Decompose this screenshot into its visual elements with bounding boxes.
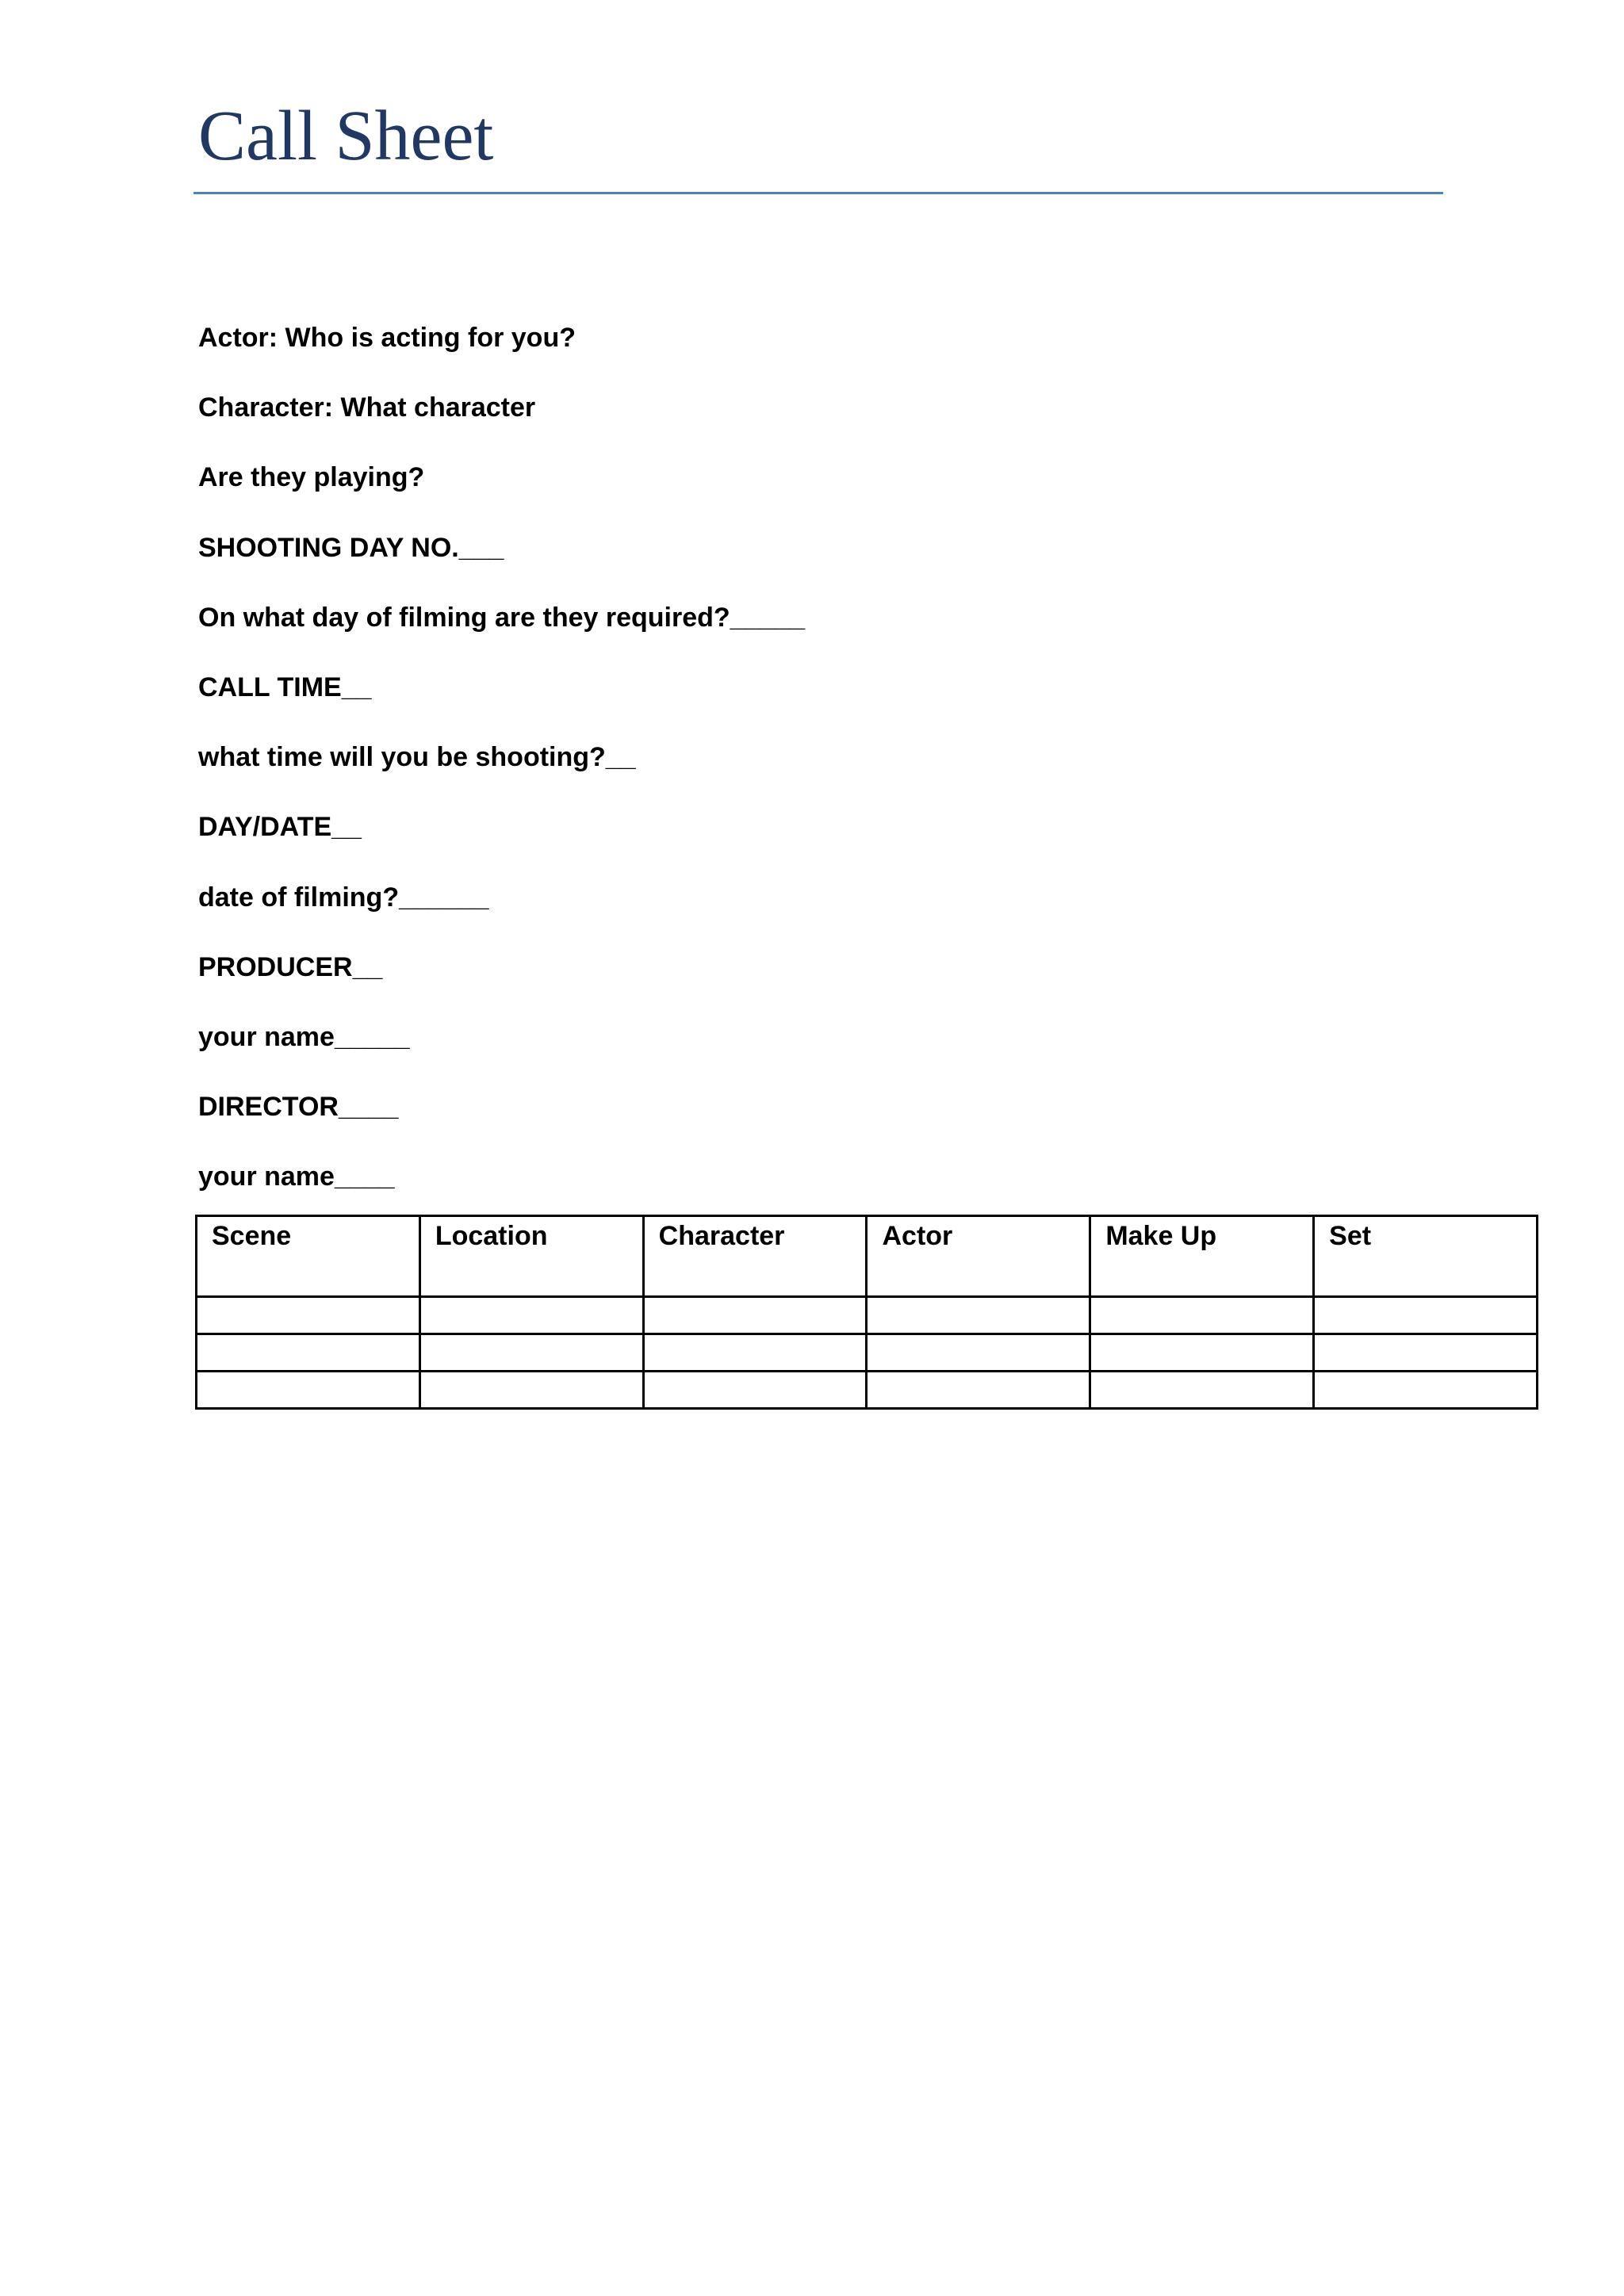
field-line-producer-name: your name_____ [198,1021,410,1052]
page-title: Call Sheet [198,97,494,175]
table-row [197,1297,1538,1334]
field-line-shooting-day: SHOOTING DAY NO.___ [198,532,504,563]
column-header-actor: Actor [867,1216,1090,1297]
table-cell[interactable] [643,1334,867,1372]
table-cell[interactable] [419,1334,643,1372]
table-cell[interactable] [867,1372,1090,1409]
table-cell[interactable] [1090,1372,1314,1409]
table-cell[interactable] [197,1372,420,1409]
table-cell[interactable] [867,1334,1090,1372]
field-line-playing: Are they playing? [198,462,425,493]
column-header-set: Set [1314,1216,1538,1297]
table-cell[interactable] [419,1372,643,1409]
table-cell[interactable] [197,1297,420,1334]
column-header-make-up: Make Up [1090,1216,1314,1297]
call-sheet-fields [198,303,805,1211]
column-header-location: Location [419,1216,643,1297]
column-header-scene: Scene [197,1216,420,1297]
table-cell[interactable] [1314,1334,1538,1372]
field-line-character: Character: What character [198,392,536,423]
table-cell[interactable] [867,1297,1090,1334]
table-cell[interactable] [643,1297,867,1334]
field-line-director-name: your name____ [198,1161,395,1192]
scene-table [195,1215,1538,1410]
title-divider [193,192,1443,194]
table-cell[interactable] [197,1334,420,1372]
field-line-day-date: DAY/DATE__ [198,812,362,843]
field-line-filming-day: On what day of filming are they required?_____ [198,602,806,633]
field-line-actor: Actor: Who is acting for you? [198,323,576,353]
field-line-filming-date: date of filming?______ [198,882,489,913]
table-header-row [197,1216,1538,1297]
field-line-shooting-time: what time will you be shooting?__ [198,742,636,773]
table-cell[interactable] [643,1372,867,1409]
table-cell[interactable] [1314,1297,1538,1334]
table-cell[interactable] [1090,1297,1314,1334]
field-line-producer: PRODUCER__ [198,951,383,982]
field-line-director: DIRECTOR____ [198,1092,399,1123]
table-cell[interactable] [1090,1334,1314,1372]
field-line-call-time: CALL TIME__ [198,672,372,702]
table-row [197,1334,1538,1372]
table-cell[interactable] [1314,1372,1538,1409]
table-row [197,1372,1538,1409]
table-cell[interactable] [419,1297,643,1334]
column-header-character: Character [643,1216,867,1297]
